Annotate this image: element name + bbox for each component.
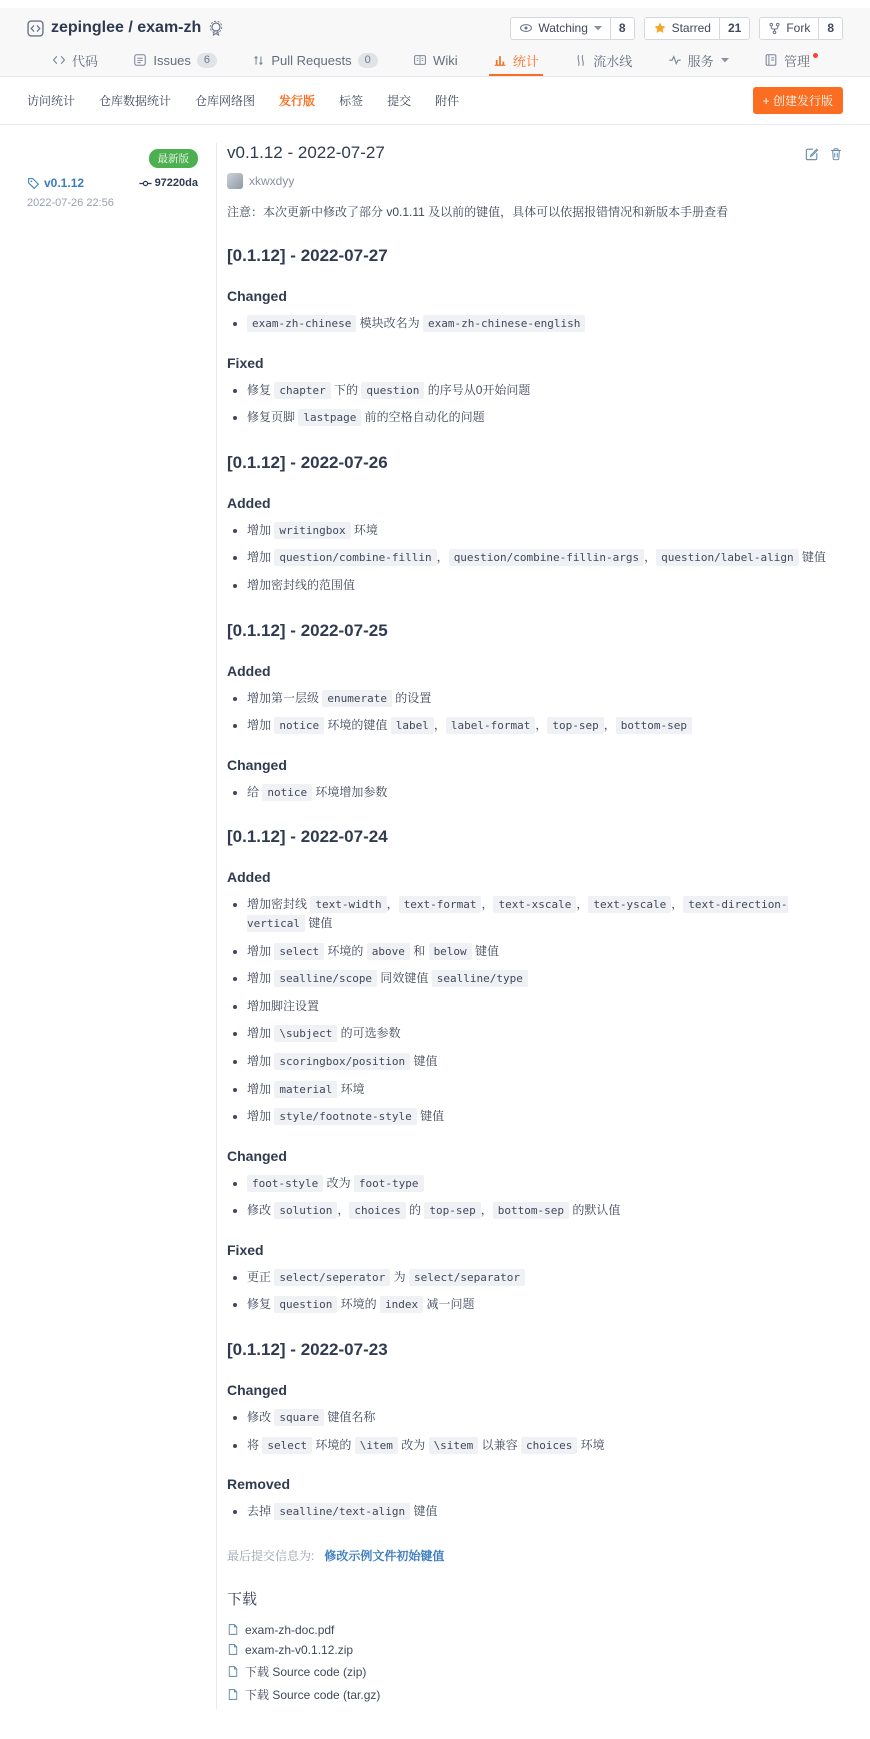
subnav-item-visit-stats[interactable]: 访问统计: [27, 94, 76, 108]
inline-code: text-width: [310, 896, 386, 913]
fork-count[interactable]: 8: [818, 18, 842, 39]
release-note: 注意：本次更新中修改了部分 v0.1.11 及以前的键值，具体可以依据报错情况和新版本手册查看: [227, 205, 729, 219]
tab-manage[interactable]: [760, 46, 822, 76]
count-badge: 0: [358, 53, 378, 68]
manage-icon: [764, 53, 778, 67]
stats-icon: [493, 53, 507, 67]
changelog-list: [227, 689, 843, 735]
file-icon: [227, 1623, 239, 1636]
fork-icon: [768, 22, 781, 35]
inline-code: foot-type: [354, 1175, 424, 1192]
tab-label: 服务: [687, 53, 714, 69]
release-header: [227, 143, 843, 163]
download-link[interactable]: [227, 1623, 843, 1637]
inline-code: question/label-align: [656, 549, 798, 566]
changelog-item: • 修改 solution ， choices 的 top-sep ， bottom-sep 的默认值: [247, 1201, 843, 1220]
inline-code: notice: [274, 717, 324, 734]
download-list: [227, 1623, 843, 1703]
fork-label: Fork: [786, 21, 811, 35]
inline-code: lastpage: [298, 409, 361, 426]
repo-header: [0, 8, 870, 77]
issues-icon: [133, 53, 147, 67]
subnav-item-attachments[interactable]: 附件: [435, 94, 460, 108]
release-title: v0.1.12 - 2022-07-27: [227, 143, 385, 162]
inline-code: style/footnote-style: [274, 1108, 416, 1125]
delete-release-icon[interactable]: [829, 147, 843, 161]
edit-release-icon[interactable]: [805, 147, 819, 161]
changelog-list: [227, 1174, 843, 1220]
changelog-list: [227, 1268, 843, 1314]
create-release-button[interactable]: + 创建发行版: [753, 87, 843, 114]
changelog-item: • 给 notice 环境增加参数: [247, 783, 843, 802]
inline-code: text-xscale: [493, 896, 576, 913]
inline-code: text-direction-vertical: [247, 898, 788, 930]
author-name[interactable]: xkwxdyy: [249, 174, 295, 188]
changelog-list: [227, 1408, 843, 1454]
inline-code: sealline/text-align: [274, 1503, 410, 1520]
repo-tabs: [0, 46, 870, 77]
repo-code-icon: [27, 20, 44, 37]
inline-code: question: [274, 1296, 337, 1313]
changelog-item: • 增加 select 环境的 above 和 below 键值: [247, 942, 843, 961]
subnav-items: [27, 92, 459, 109]
last-commit-label: 最后提交信息为:: [227, 1548, 315, 1563]
code-icon: [52, 53, 66, 67]
changelog-group-heading: Added: [227, 494, 271, 511]
version-link[interactable]: [27, 176, 84, 190]
inline-code: select: [262, 1437, 312, 1454]
inline-code: index: [380, 1296, 423, 1313]
changelog-item: • 增加 notice 环境的键值 label ， label-format ， top-sep ， bottom-sep: [247, 716, 843, 735]
changelog-version-heading: [0.1.12] - 2022-07-25: [227, 620, 388, 640]
download-file-name: exam-zh-doc.pdf: [245, 1622, 335, 1637]
wiki-icon: [413, 53, 427, 67]
changelog-item: • 增加密封线 text-width ， text-format ， text-xscale ， text-yscale ， text-direction-vertical 键值: [247, 895, 843, 932]
changelog-item: • 增加 question/combine-fillin ， question/combine-fillin-args ， question/label-align 键值: [247, 548, 843, 567]
tab-issues[interactable]: [129, 46, 221, 76]
inline-code: text-yscale: [588, 896, 671, 913]
caret-down-icon: [594, 25, 602, 31]
changelog-item: • 增加第一层级 enumerate 的设置: [247, 689, 843, 708]
version-label: v0.1.12: [44, 176, 85, 190]
download-item: [227, 1623, 843, 1637]
changelog-item: • 增加 writingbox 环境: [247, 521, 843, 540]
inline-code: label-format: [446, 717, 535, 734]
inline-code: bottom-sep: [616, 717, 692, 734]
inline-code: above: [367, 943, 410, 960]
file-icon: [227, 1688, 239, 1701]
content: [0, 125, 870, 1739]
inline-code: select/separator: [409, 1269, 525, 1286]
inline-code: bottom-sep: [493, 1202, 569, 1219]
fork-button[interactable]: [760, 18, 818, 39]
download-file-name: exam-zh-v0.1.12.zip: [245, 1642, 354, 1657]
inline-code: select: [274, 943, 324, 960]
tab-pipeline[interactable]: [570, 46, 636, 76]
eye-icon: [519, 21, 533, 35]
inline-code: top-sep: [547, 717, 603, 734]
inline-code: foot-style: [247, 1175, 323, 1192]
download-item: [227, 1686, 843, 1703]
changelog-list: [227, 521, 843, 595]
changelog-group-heading: Changed: [227, 1382, 287, 1399]
release-date: 2022-07-26 22:56: [27, 197, 114, 209]
download-item: [227, 1663, 843, 1680]
inline-code: sealline/scope: [274, 970, 377, 987]
inline-code: label: [391, 717, 434, 734]
changelog-item: • 增加 style/footnote-style 键值: [247, 1107, 843, 1126]
starred-count[interactable]: 21: [719, 18, 749, 39]
download-title: 下载: [227, 1590, 258, 1608]
inline-code: top-sep: [424, 1202, 480, 1219]
repo-header-row: [0, 8, 870, 46]
starred-button[interactable]: [645, 18, 719, 39]
author-row: [227, 173, 843, 189]
download-item: [227, 1643, 843, 1657]
tab-services[interactable]: [664, 46, 733, 76]
inline-code: choices: [521, 1437, 577, 1454]
file-icon: [227, 1643, 239, 1656]
changelog-version-heading: [0.1.12] - 2022-07-24: [227, 827, 388, 847]
changelog-group-heading: Fixed: [227, 354, 264, 371]
inline-code: select/seperator: [274, 1269, 390, 1286]
inline-code: \item: [355, 1437, 398, 1454]
inline-code: exam-zh-chinese: [247, 315, 356, 332]
inline-code: \subject: [274, 1025, 337, 1042]
changelog-item: • 增加密封线的范围值: [247, 576, 843, 595]
changelog-item: • 修改 square 键值名称: [247, 1408, 843, 1427]
changelog-list: [227, 1502, 843, 1521]
commit-sha: 97220da: [154, 177, 198, 189]
inline-code: chapter: [274, 382, 330, 399]
commit-link[interactable]: [139, 177, 198, 190]
repo-title-wrap: [27, 19, 224, 37]
changelog-group-heading: Changed: [227, 756, 287, 773]
inline-code: below: [429, 943, 472, 960]
watching-count[interactable]: 8: [610, 18, 634, 39]
inline-code: enumerate: [322, 690, 392, 707]
commit-icon: [139, 177, 152, 190]
author-avatar[interactable]: [227, 173, 243, 189]
star-icon: [653, 21, 667, 35]
subnav-item-repo-network-graph[interactable]: 仓库网络图: [195, 94, 256, 108]
subnav-item-releases[interactable]: 发行版: [279, 94, 316, 108]
release-main: [217, 143, 843, 1709]
top-strip: [0, 0, 870, 8]
inline-code: solution: [274, 1202, 337, 1219]
changelog-group-heading: Changed: [227, 1147, 287, 1164]
tab-label: 流水线: [593, 53, 633, 69]
release-tools: [805, 147, 843, 161]
changelog-group-heading: Changed: [227, 288, 287, 304]
tab-label: Issues: [153, 52, 191, 68]
inline-code: square: [274, 1409, 324, 1426]
changelog-group-heading: Added: [227, 869, 271, 886]
tab-label: Wiki: [433, 52, 458, 68]
inline-code: question/combine-fillin-args: [449, 549, 644, 566]
tag-icon: [27, 177, 40, 190]
changelog-item: • foot-style 改为 foot-type: [247, 1174, 843, 1193]
release-body: [227, 246, 843, 1521]
inline-code: question: [361, 382, 424, 399]
changelog-version-heading: [0.1.12] - 2022-07-23: [227, 1340, 388, 1360]
version-row: [27, 176, 198, 190]
repo-actions: [510, 17, 843, 40]
changelog-item: • 更正 select/seperator 为 select/separator: [247, 1268, 843, 1287]
tab-label: 代码: [72, 53, 99, 69]
starred-control: [644, 17, 751, 40]
count-badge: 6: [197, 53, 217, 68]
pipeline-icon: [574, 54, 587, 67]
tab-pull-requests[interactable]: [248, 46, 381, 76]
inline-code: choices: [349, 1202, 405, 1219]
release-subnav: [0, 77, 870, 125]
download-file-name: 下载 Source code (zip): [245, 1664, 367, 1679]
download-link[interactable]: [227, 1663, 843, 1680]
services-icon: [668, 53, 682, 67]
tab-wiki[interactable]: [409, 46, 462, 76]
inline-code: \sitem: [429, 1437, 479, 1454]
fork-control: [759, 17, 843, 40]
release-sidebar: [27, 143, 217, 1709]
last-commit-link[interactable]: 修改示例文件初始键值: [324, 1548, 445, 1563]
inline-code: scoringbox/position: [274, 1053, 410, 1070]
inline-code: notice: [262, 784, 312, 801]
changelog-group-heading: Removed: [227, 1476, 291, 1493]
subnav-item-commits[interactable]: 提交: [387, 94, 412, 108]
watching-control: [510, 17, 634, 40]
changelog-item: • 修复页脚 lastpage 前的空格自动化的问题: [247, 408, 843, 427]
notification-dot: [813, 53, 818, 58]
badge-row: [27, 149, 198, 168]
changelog-item: • 修复 chapter 下的 question 的序号从0开始问题: [247, 381, 843, 400]
watching-label: Watching: [538, 21, 588, 35]
download-link[interactable]: [227, 1643, 843, 1657]
changelog-item: • 增加 \subject 的可选参数: [247, 1024, 843, 1043]
watching-button[interactable]: [511, 18, 610, 39]
tab-label: Pull Requests: [271, 52, 352, 68]
subnav-item-tags[interactable]: 标签: [339, 94, 364, 108]
starred-label: Starred: [671, 21, 711, 35]
repo-title[interactable]: zepinglee / exam-zh: [51, 19, 202, 36]
certificate-badge-icon[interactable]: [208, 20, 224, 36]
changelog-version-heading: [0.1.12] - 2022-07-27: [227, 246, 388, 265]
latest-badge: 最新版: [149, 149, 199, 168]
tab-label: 统计: [512, 53, 539, 69]
changelog-item: • 增加 scoringbox/position 键值: [247, 1052, 843, 1071]
tab-statistics[interactable]: [489, 46, 543, 76]
changelog-version-heading: [0.1.12] - 2022-07-26: [227, 452, 388, 472]
inline-code: exam-zh-chinese-english: [423, 315, 585, 332]
changelog-item: • 修复 question 环境的 index 减一问题: [247, 1295, 843, 1314]
changelog-item: • 去掉 sealline/text-align 键值: [247, 1502, 843, 1521]
inline-code: writingbox: [274, 522, 350, 539]
changelog-item: • 增加 material 环境: [247, 1080, 843, 1099]
changelog-list: [227, 381, 843, 427]
tab-code[interactable]: [48, 46, 102, 76]
file-icon: [227, 1665, 239, 1678]
changelog-list: [227, 895, 843, 1125]
caret-down-icon: [721, 57, 729, 63]
last-commit-row: [227, 1547, 843, 1564]
pull-request-icon: [252, 54, 265, 67]
changelog-group-heading: Added: [227, 662, 271, 679]
changelog-list: [227, 314, 843, 333]
download-link[interactable]: [227, 1686, 843, 1703]
changelog-list: [227, 783, 843, 802]
changelog-item: • exam-zh-chinese 模块改名为 exam-zh-chinese-english: [247, 314, 843, 333]
inline-code: text-format: [399, 896, 482, 913]
inline-code: question/combine-fillin: [274, 549, 436, 566]
changelog-item: • 增加脚注设置: [247, 997, 843, 1016]
download-file-name: 下载 Source code (tar.gz): [245, 1687, 381, 1702]
changelog-item: • 将 select 环境的 \item 改为 \sitem 以兼容 choices 环境: [247, 1436, 843, 1455]
inline-code: sealline/type: [432, 970, 528, 987]
tab-label: 管理: [783, 53, 810, 69]
changelog-item: • 增加 sealline/scope 同效键值 sealline/type: [247, 969, 843, 988]
changelog-group-heading: Fixed: [227, 1241, 264, 1258]
subnav-item-repo-data-stats[interactable]: 仓库数据统计: [99, 94, 172, 108]
inline-code: material: [274, 1081, 337, 1098]
